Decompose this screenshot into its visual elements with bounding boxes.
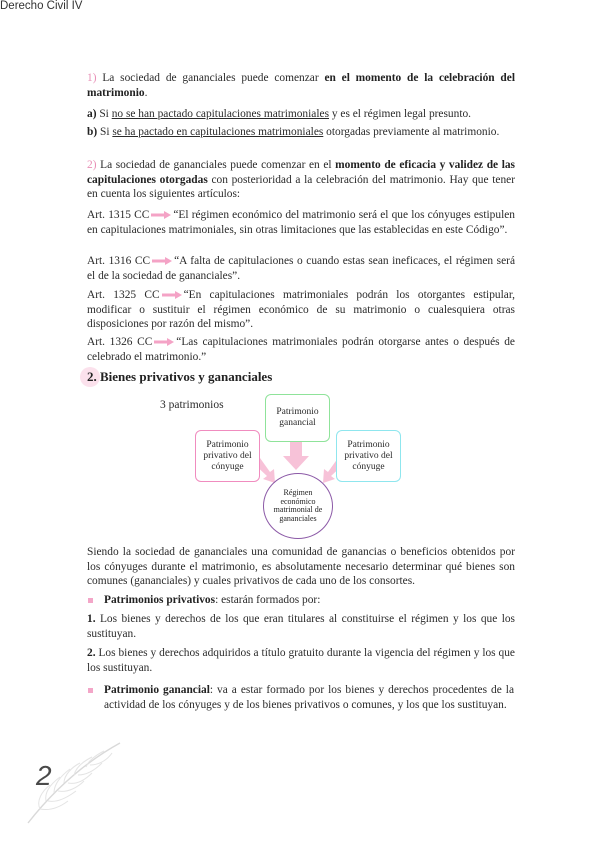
number-2: 2)	[87, 159, 97, 171]
label-a: a)	[87, 108, 97, 120]
text: otorgadas previamente al matrimonio.	[323, 126, 500, 138]
bold-text: Patrimonios privativos	[104, 594, 216, 606]
article-label: Art. 1316 CC	[87, 255, 151, 267]
underlined-text: no se han pactado capitulaciones matrimoniales	[111, 108, 329, 120]
paragraph-b	[87, 125, 515, 140]
arrow-right-icon	[154, 338, 174, 346]
bold-text: momento de eficacia y validez de las capitulaciones otorgadas	[87, 159, 515, 186]
paragraph-ganancial	[104, 683, 514, 712]
number-1: 1)	[87, 72, 97, 84]
box-label: Patrimonio ganancial	[276, 407, 319, 428]
bullet-icon	[88, 598, 93, 603]
arrow-down-icon	[283, 442, 309, 470]
article-text: “En capitulaciones matrimoniales podrán los otorgantes estipular, modificar o sustituir el régimen económico de su matrimonio o cualesquiera otras disposiciones por razón del mismo”.	[87, 289, 516, 330]
arrow-right-icon	[152, 257, 172, 265]
text: La sociedad de gananciales puede comenzar en el	[96, 159, 336, 171]
paragraph-siendo: Siendo la sociedad de gananciales una comunidad de ganancias o beneficios obtenidos por los cónyuges durante el matrimonio, es absolutamente necesario determinar qué bienes son comunes (gananciales) y cuales privativos de cada uno de los consortes.	[87, 546, 515, 587]
box-label: Patrimonio privativo del cónyuge	[203, 439, 252, 472]
list-item-1	[87, 612, 515, 641]
bold-text: en el momento de la celebración del matrimonio	[87, 72, 515, 99]
text: Los bienes y derechos de los que eran titulares al constituirse el régimen y los que los sustituyan.	[87, 613, 515, 640]
bold-text: Patrimonio ganancial	[104, 684, 210, 696]
article-1316	[87, 254, 515, 283]
text: : estarán formados por:	[215, 594, 321, 606]
circle-label: Régimen económico matrimonial de gananciales	[273, 488, 323, 523]
page-number: 2	[36, 760, 52, 791]
arrow-right-icon	[162, 291, 182, 299]
item-number: 1.	[87, 613, 96, 625]
diagram-label: 3 patrimonios	[160, 399, 224, 411]
article-1325	[87, 288, 515, 332]
bullet-icon	[88, 688, 93, 693]
circle-regimen	[263, 473, 333, 539]
section-heading: 2. Bienes privativos y gananciales	[87, 369, 273, 384]
box-patrimonio-ganancial	[265, 394, 330, 442]
label-b: b)	[87, 126, 98, 138]
paragraph-a	[87, 107, 515, 122]
text: La sociedad de gananciales puede comenzar	[96, 72, 325, 84]
article-label: Art. 1325 CC	[87, 289, 160, 301]
text: y es el régimen legal presunto.	[329, 108, 472, 120]
list-item-2	[87, 646, 515, 675]
arrow-right-icon	[151, 211, 171, 219]
text: Los bienes y derechos adquiridos a título gratuito durante la vigencia del régimen y los que los sustituyan.	[87, 647, 515, 674]
article-1315	[87, 208, 515, 237]
page-header: Derecho Civil IV	[0, 0, 83, 12]
text: Si	[96, 108, 112, 120]
article-text: “A falta de capitulaciones o cuando estas sean ineficaces, el régimen será el de la sociedad de gananciales”.	[87, 255, 516, 282]
text: .	[144, 86, 148, 99]
item-number: 2.	[87, 647, 96, 659]
paragraph-privativos	[104, 593, 514, 608]
box-patrimonio-privativo-left	[195, 430, 260, 482]
box-label: Patrimonio privativo del cónyuge	[344, 439, 393, 472]
article-label: Art. 1326 CC	[87, 336, 153, 348]
article-1326	[87, 335, 515, 364]
text: : va a estar formado por los bienes y derechos procedentes de la actividad de los cónyuges y de los bienes privativos o comunes, y los que los sustituyan.	[104, 684, 515, 711]
underlined-text: se ha pactado en capitulaciones matrimoniales	[112, 126, 324, 138]
article-label: Art. 1315 CC	[87, 209, 150, 221]
article-text: “Las capitulaciones matrimoniales podrán otorgarse antes o después de celebrado el matrimonio.”	[87, 336, 515, 363]
text: Si	[97, 126, 113, 138]
paragraph-1	[87, 71, 515, 100]
text: con posterioridad a la celebración del matrimonio. Hay que tener en cuenta los siguientes artículos:	[87, 173, 516, 200]
paragraph-2	[87, 158, 515, 202]
article-text: “El régimen económico del matrimonio será el que los cónyuges estipulen en capitulaciones matrimoniales, sin otras limitaciones que las establecidas en este Código”.	[87, 209, 515, 236]
box-patrimonio-privativo-right	[336, 430, 401, 482]
